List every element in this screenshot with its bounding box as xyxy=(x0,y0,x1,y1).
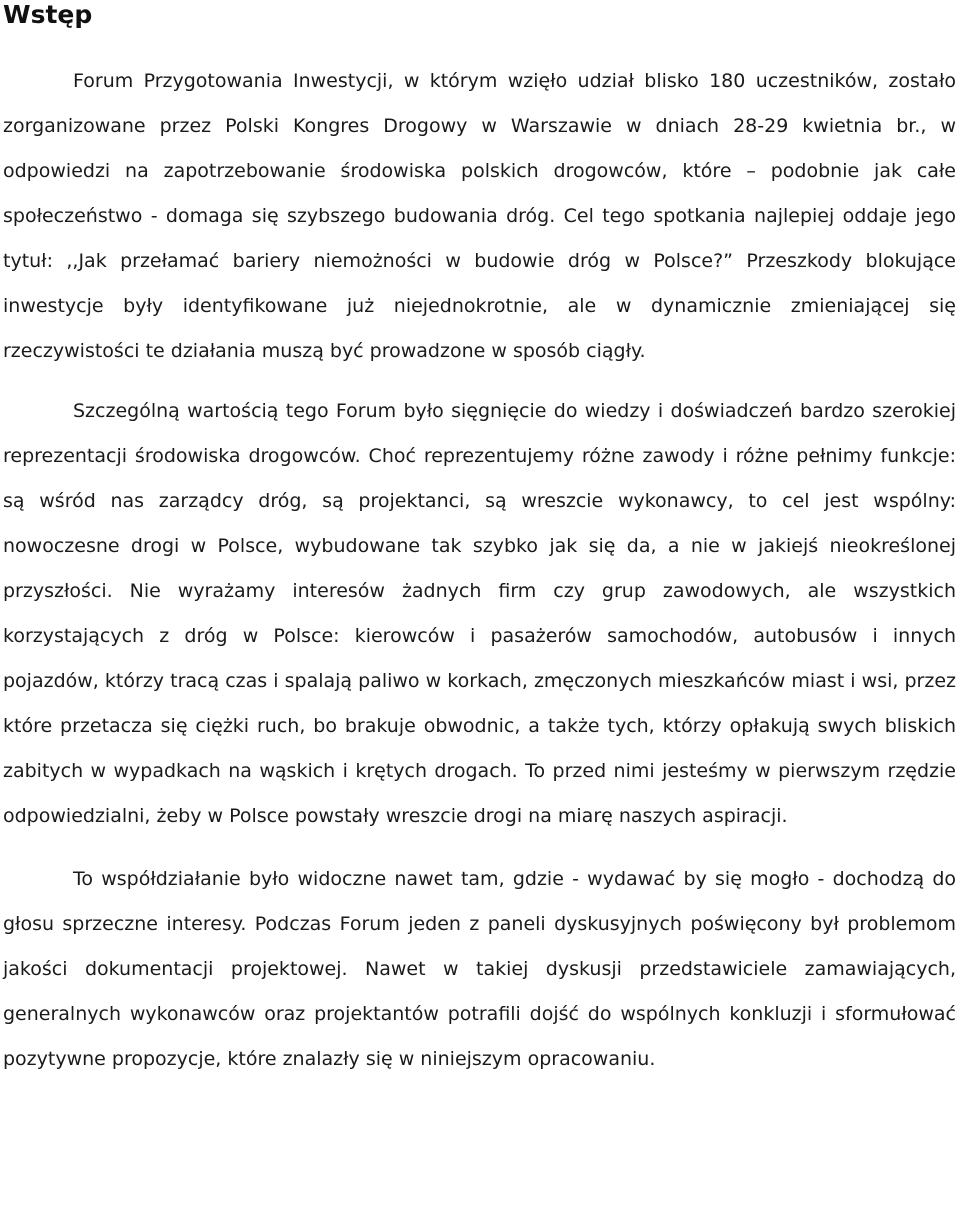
paragraph-1: Forum Przygotowania Inwestycji, w którym wzięło udział blisko 180 uczestników, zostało zorganizowane przez Polski Kongres Drogowy w Warszawie w dniach 28-29 kwietnia br., w odpowiedzi na zapotrzebowanie środowiska polskich drogowców, które – podobnie jak całe społeczeństwo - domaga się szybszego budowania dróg. Cel tego spotkania najlepiej oddaje jego tytuł: ,,Jak przełamać bariery niemożności w budowie dróg w Polsce?” Przeszkody blokujące inwestycje były identyfikowane już niejednokrotnie, ale w dynamicznie zmieniającej się rzeczywistości te działania muszą być prowadzone w sposób ciągły. xyxy=(3,70,956,362)
paragraph-3: To współdziałanie było widoczne nawet tam, gdzie - wydawać by się mogło - dochodzą do głosu sprzeczne interesy. Podczas Forum jeden z paneli dyskusyjnych poświęcony był problemom jakości dokumentacji projektowej. Nawet w takiej dyskusji przedstawiciele zamawiających, generalnych wykonawców oraz projektantów potrafili dojść do wspólnych konkluzji i sformułować pozytywne propozycje, które znalazły się w niniejszym opracowaniu. xyxy=(3,868,956,1070)
section-heading: Wstęp xyxy=(3,0,93,29)
paragraph-2: Szczególną wartością tego Forum było sięgnięcie do wiedzy i doświadczeń bardzo szerokiej reprezentacji środowiska drogowców. Choć reprezentujemy różne zawody i różne pełnimy funkcje: są wśród nas zarządcy dróg, są projektanci, są wreszcie wykonawcy, to cel jest wspólny: nowoczesne drogi w Polsce, wybudowane tak szybko jak się da, a nie w jakiejś nieokreślonej przyszłości. Nie wyrażamy interesów żadnych firm czy grup zawodowych, ale wszystkich korzystających z dróg w Polsce: kierowców i pasażerów samochodów, autobusów i innych pojazdów, którzy tracą czas i spalają paliwo w korkach, zmęczonych mieszkańców miast i wsi, przez które przetacza się ciężki ruch, bo brakuje obwodnic, a także tych, którzy opłakują swych bliskich zabitych w wypadkach na wąskich i krętych drogach. To przed nimi jesteśmy w pierwszym rzędzie odpowiedzialni, żeby w Polsce powstały wreszcie drogi na miarę naszych aspiracji. xyxy=(3,400,956,827)
